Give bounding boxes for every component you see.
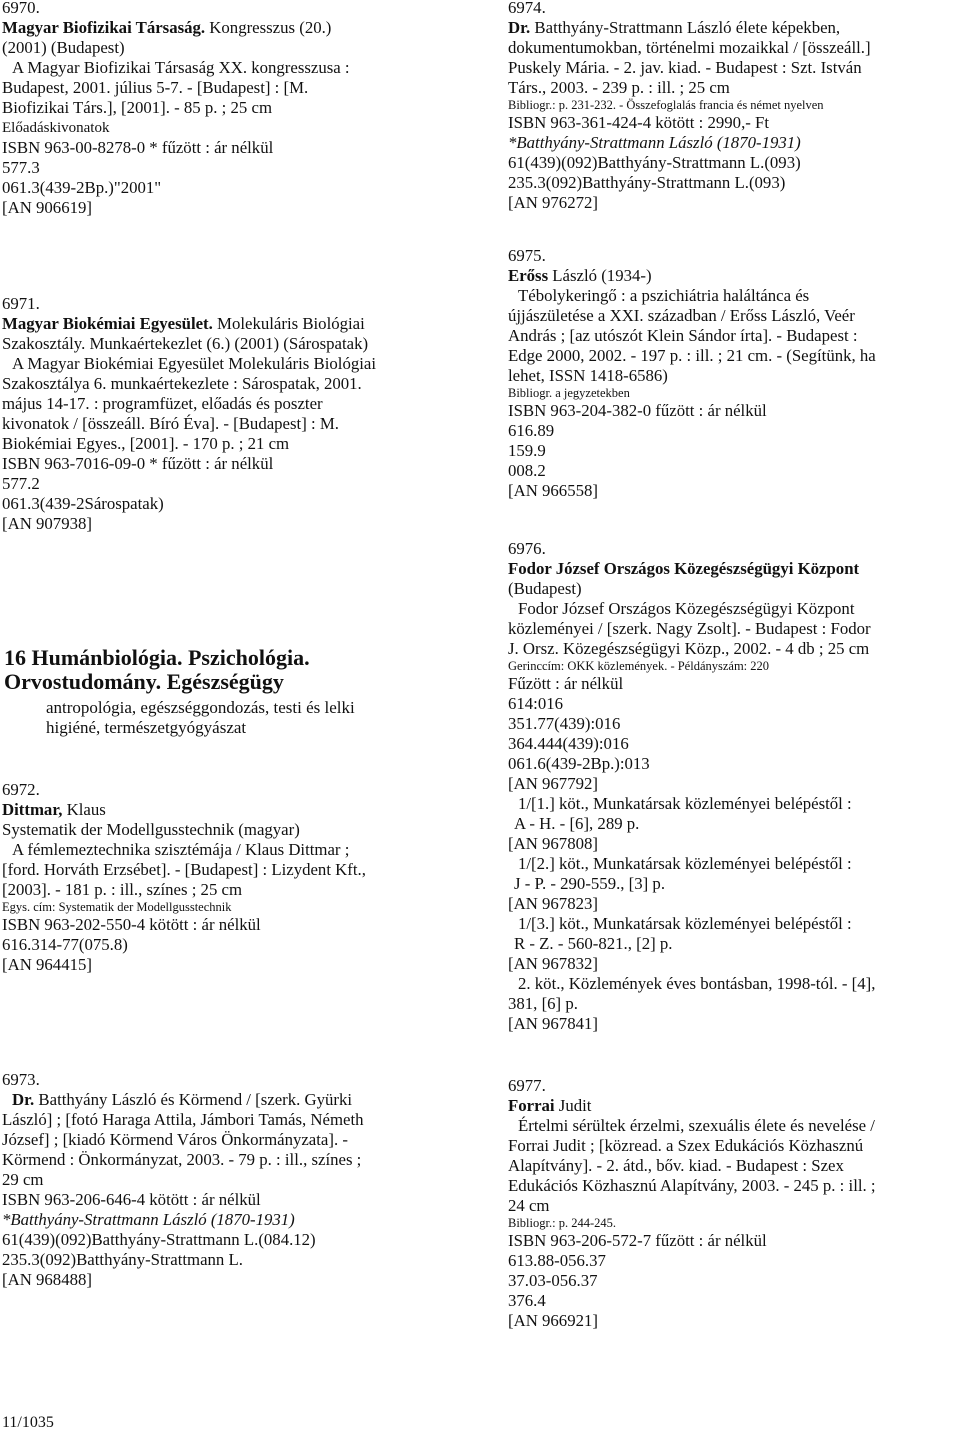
- entry-line: 614:016: [508, 694, 564, 713]
- entry-line: Biofizikai Társ.], [2001]. - 85 p. ; 25 cm: [2, 98, 272, 117]
- entry-heading-rest: László (1934-): [548, 266, 652, 285]
- entry-note: Előadáskivonatok: [2, 120, 110, 136]
- entry-line: Értelmi sérültek érzelmi, szexuális élete és nevelése /: [518, 1116, 875, 1135]
- entry-note: Bibliogr.: p. 244-245.: [508, 1216, 616, 1230]
- entry-6971: [2, 294, 472, 534]
- entry-line: A Magyar Biofizikai Társaság XX. kongresszusa :: [12, 58, 350, 77]
- entry-line: Szakosztálya 6. munkaértekezlete : Sárospatak, 2001.: [2, 374, 362, 393]
- entry-line: közleményei / [szerk. Nagy Zsolt]. - Budapest : Fodor: [508, 619, 871, 638]
- entry-line: (2001) (Budapest): [2, 38, 125, 57]
- entry-title: [508, 559, 958, 579]
- entry-number: 6970.: [2, 0, 40, 17]
- entry-line: A - H. - [6], 289 p.: [514, 814, 640, 833]
- entry-heading: Magyar Biofizikai Társaság.: [2, 18, 206, 37]
- entry-line: [AN 966558]: [508, 481, 598, 500]
- entry-line: 61(439)(092)Batthyány-Strattmann L.(084.12): [2, 1230, 316, 1249]
- entry-heading-rest: Klaus: [62, 800, 106, 819]
- entry-line: [AN 967792]: [508, 774, 598, 793]
- entry-line: 616.89: [508, 421, 555, 440]
- entry-line: 376.4: [508, 1291, 546, 1310]
- entry-line: 159.9: [508, 441, 546, 460]
- subject-heading: *Batthyány-Strattmann László (1870-1931): [2, 1210, 295, 1229]
- entry-heading-rest: Judit: [554, 1096, 592, 1115]
- entry-line: 061.3(439-2Bp.)"2001": [2, 178, 162, 197]
- entry-line: 061.6(439-2Bp.):013: [508, 754, 650, 773]
- entry-line: ISBN 963-7016-09-0 * fűzött : ár nélkül: [2, 454, 274, 473]
- entry-6975: [508, 246, 958, 501]
- entry-line: Edukációs Közhasznú Alapítvány, 2003. - 245 p. : ill. ;: [508, 1176, 876, 1195]
- entry-line: [AN 967823]: [508, 894, 598, 913]
- entry-line: Forrai Judit ; [közread. a Szex Edukációs Közhasznú: [508, 1136, 864, 1155]
- entry-number: 6977.: [508, 1076, 546, 1095]
- entry-line: 1/[1.] köt., Munkatársak közleményei belépéstől :: [518, 794, 852, 813]
- entry-title: [2, 1090, 472, 1110]
- entry-subject: [2, 1210, 472, 1230]
- entry-line: [AN 906619]: [2, 198, 92, 217]
- entry-line: [2003]. - 181 p. : ill., színes ; 25 cm: [2, 880, 243, 899]
- entry-line: Körmend : Önkormányzat, 2003. - 79 p. : ill., színes ;: [2, 1150, 362, 1169]
- entry-heading-rest: Molekuláris Biológiai: [212, 314, 365, 333]
- entry-line: Systematik der Modellgusstechnik (magyar): [2, 820, 300, 839]
- page-number: 11/1035: [2, 1414, 54, 1431]
- entry-6974: [508, 0, 958, 213]
- section-subtitle: antropológia, egészséggondozás, testi és lelki: [46, 698, 355, 717]
- entry-line: újjászületése a XXI. században / Erőss László, Veér: [508, 306, 855, 325]
- entry-line: 577.3: [2, 158, 40, 177]
- entry-line: [AN 967841]: [508, 1014, 598, 1033]
- entry-line: László] ; [fotó Haraga Attila, Jámbori Tamás, Németh: [2, 1110, 364, 1129]
- entry-line: [AN 964415]: [2, 955, 92, 974]
- entry-line: 29 cm: [2, 1170, 44, 1189]
- entry-line: [AN 967808]: [508, 834, 598, 853]
- entry-heading-rest: Kongresszus (20.): [205, 18, 332, 37]
- entry-line: András ; [az utószót Klein Sándor írta]. - Budapest :: [508, 326, 858, 345]
- entry-line: 2. köt., Közlemények éves bontásban, 1998-tól. - [4],: [518, 974, 876, 993]
- entry-line: 577.2: [2, 474, 40, 493]
- entry-line: lehet, ISSN 1418-6586): [508, 366, 668, 385]
- entry-line: R - Z. - 560-821., [2] p.: [514, 934, 673, 953]
- entry-6976: [508, 539, 958, 1034]
- entry-number: 6976.: [508, 539, 546, 558]
- entry-line: ISBN 963-204-382-0 fűzött : ár nélkül: [508, 401, 767, 420]
- entry-line: [ford. Horváth Erzsébet]. - [Budapest] : Lizydent Kft.,: [2, 860, 366, 879]
- section-heading: Orvostudomány. Egészségügy: [4, 669, 284, 694]
- entry-line: 37.03-056.37: [508, 1271, 598, 1290]
- entry-line: Budapest, 2001. július 5-7. - [Budapest] : [M.: [2, 78, 309, 97]
- entry-line: 24 cm: [508, 1196, 550, 1215]
- entry-line: A Magyar Biokémiai Egyesület Molekuláris Biológiai: [12, 354, 377, 373]
- entry-heading-rest: Batthyány-Strattmann László élete képekben,: [530, 18, 841, 37]
- entry-line: [AN 967832]: [508, 954, 598, 973]
- entry-line: [AN 968488]: [2, 1270, 92, 1289]
- entry-line: ISBN 963-206-572-7 fűzött : ár nélkül: [508, 1231, 767, 1250]
- entry-heading: Magyar Biokémiai Egyesület.: [2, 314, 213, 333]
- entry-line: (Budapest): [508, 579, 582, 598]
- entry-line: 061.3(439-2Sárospatak): [2, 494, 164, 513]
- entry-note: Egys. cím: Systematik der Modellgusstechnik: [2, 900, 232, 914]
- entry-heading: Forrai: [508, 1096, 555, 1115]
- entry-heading: Dittmar,: [2, 800, 63, 819]
- entry-title: [508, 18, 958, 38]
- entry-title: [508, 266, 958, 286]
- entry-line: József] ; [kiadó Körmend Város Önkormányzata]. -: [2, 1130, 348, 1149]
- entry-number: 6973.: [2, 1070, 40, 1089]
- entry-line: Szakosztály. Munkaértekezlet (6.) (2001) (Sárospatak): [2, 334, 369, 353]
- entry-line: Alapítvány]. - 2. átd., bőv. kiad. - Budapest : Szex: [508, 1156, 844, 1175]
- entry-line: [AN 976272]: [508, 193, 598, 212]
- entry-line: ISBN 963-206-646-4 kötött : ár nélkül: [2, 1190, 261, 1209]
- entry-line: 351.77(439):016: [508, 714, 621, 733]
- entry-6972: [2, 780, 472, 975]
- entry-line: 235.3(092)Batthyány-Strattmann L.: [2, 1250, 243, 1269]
- entry-number: 6972.: [2, 780, 40, 799]
- entry-line: Társ., 2003. - 239 p. : ill. ; 25 cm: [508, 78, 730, 97]
- entry-line: ISBN 963-361-424-4 kötött : 2990,- Ft: [508, 113, 770, 132]
- subject-heading: *Batthyány-Strattmann László (1870-1931): [508, 133, 801, 152]
- entry-note: Gerinccím: OKK közlemények. - Példányszám: 220: [508, 659, 770, 673]
- entry-line: 1/[3.] köt., Munkatársak közleményei belépéstől :: [518, 914, 852, 933]
- entry-title: [2, 18, 472, 38]
- entry-line: Fodor József Országos Közegészségügyi Központ: [518, 599, 855, 618]
- entry-note: Bibliogr.: p. 231-232. - Összefoglalás francia és német nyelven: [508, 98, 824, 112]
- entry-number: 6971.: [2, 294, 40, 313]
- entry-line: [AN 966921]: [508, 1311, 598, 1330]
- entry-number: 6974.: [508, 0, 546, 17]
- section-heading-block: [4, 646, 474, 738]
- entry-line: J. Orsz. Közegészségügyi Közp., 2002. - 4 db ; 25 cm: [508, 639, 870, 658]
- entry-line: 613.88-056.37: [508, 1251, 606, 1270]
- entry-6977: [508, 1076, 958, 1331]
- entry-heading: Dr.: [508, 18, 531, 37]
- entry-line: május 14-17. : programfüzet, előadás és poszter: [2, 394, 323, 413]
- entry-line: Puskely Mária. - 2. jav. kiad. - Budapest : Szt. István: [508, 58, 862, 77]
- entry-title: [2, 800, 472, 820]
- entry-title: [508, 1096, 958, 1116]
- entry-line: 008.2: [508, 461, 546, 480]
- entry-number: 6975.: [508, 246, 546, 265]
- entry-line: 381, [6] p.: [508, 994, 578, 1013]
- entry-line: A fémlemeztechnika szisztémája / Klaus Dittmar ;: [12, 840, 350, 859]
- entry-6973: [2, 1070, 472, 1290]
- entry-6970: [2, 0, 472, 218]
- entry-line: 1/[2.] köt., Munkatársak közleményei belépéstől :: [518, 854, 852, 873]
- entry-line: J - P. - 290-559., [3] p.: [514, 874, 666, 893]
- section-subtitle: higiéné, természetgyógyászat: [46, 718, 247, 737]
- entry-line: dokumentumokban, történelmi mozaikkal / [összeáll.]: [508, 38, 871, 57]
- entry-line: 364.444(439):016: [508, 734, 629, 753]
- entry-line: 616.314-77(075.8): [2, 935, 128, 954]
- section-heading: 16 Humánbiológia. Pszichológia.: [4, 645, 310, 670]
- entry-heading: Fodor József Országos Közegészségügyi Központ: [508, 559, 860, 578]
- entry-line: 61(439)(092)Batthyány-Strattmann L.(093): [508, 153, 801, 172]
- entry-note: Bibliogr. a jegyzetekben: [508, 386, 630, 400]
- entry-line: kivonatok / [összeáll. Bíró Éva]. - [Budapest] : M.: [2, 414, 339, 433]
- entry-line: [AN 907938]: [2, 514, 92, 533]
- entry-heading: Dr.: [12, 1090, 35, 1109]
- entry-line: ISBN 963-00-8278-0 * fűzött : ár nélkül: [2, 138, 274, 157]
- entry-heading: Erőss: [508, 266, 549, 285]
- entry-line: Tébolykeringő : a pszichiátria haláltánca és: [518, 286, 810, 305]
- entry-line: ISBN 963-202-550-4 kötött : ár nélkül: [2, 915, 261, 934]
- entry-line: Edge 2000, 2002. - 197 p. : ill. ; 21 cm. - (Segítünk, ha: [508, 346, 876, 365]
- entry-heading-rest: Batthyány László és Körmend / [szerk. Gyürki: [34, 1090, 353, 1109]
- entry-subject: [508, 133, 958, 153]
- entry-line: 235.3(092)Batthyány-Strattmann L.(093): [508, 173, 786, 192]
- entry-line: Fűzött : ár nélkül: [508, 674, 624, 693]
- entry-line: Biokémiai Egyes., [2001]. - 170 p. ; 21 cm: [2, 434, 290, 453]
- entry-title: [2, 314, 472, 334]
